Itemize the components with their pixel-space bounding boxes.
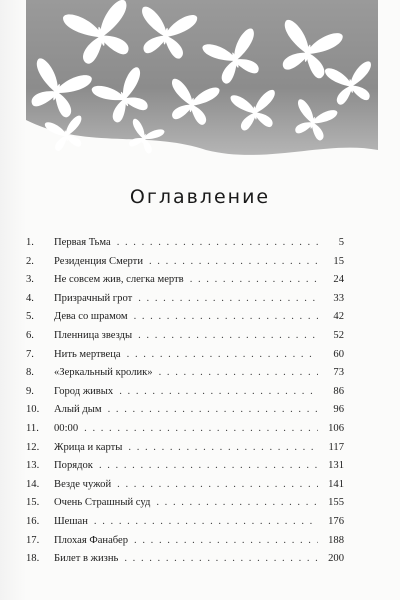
toc-leader-dots [117,234,318,253]
toc-entry-title: Призрачный грот [54,292,133,304]
toc-entry [26,364,344,383]
toc-entry-page: 188 [328,534,344,546]
toc-entry [26,532,344,551]
toc-entry [26,383,344,402]
toc-entry [26,439,344,458]
toc-leader-dots [134,532,318,551]
toc-entry-page: 24 [333,274,344,286]
toc-entry [26,401,344,420]
toc-entry-number: 16. [26,515,40,527]
toc-entry-title: Плохая Фанабер [54,534,129,546]
toc-leader-dots [108,401,318,420]
toc-entry-number: 2. [26,255,34,267]
toc-entry-title: Билет в жизнь [54,553,119,565]
toc-leader-dots [149,253,318,272]
toc-entry [26,346,344,365]
toc-entry [26,494,344,513]
toc-leader-dots [84,420,318,439]
toc-entry-page: 155 [328,497,344,509]
toc-leader-dots [94,513,318,532]
toc-leader-dots [127,346,318,365]
toc-entry-number: 12. [26,441,40,453]
toc-entry [26,234,344,253]
toc-entry-title: Не совсем жив, слегка мертв [54,274,184,286]
toc-entry [26,271,344,290]
toc-entry-title: Жрица и карты [54,441,123,453]
toc-leader-dots [117,476,318,495]
toc-entry-page: 106 [328,422,344,434]
butterfly-banner [26,0,378,160]
toc-entry-page: 131 [328,460,344,472]
page-title: Оглавление [129,186,271,208]
toc-entry [26,550,344,569]
toc-entry-number: 17. [26,534,40,546]
toc-entry-number: 4. [26,292,34,304]
toc-entry-title: Нить мертвеца [54,348,121,360]
toc-entry-page: 96 [333,404,344,416]
toc-leader-dots [124,550,318,569]
toc-entry-title: Алый дым [54,404,102,416]
toc-entry-number: 10. [26,404,40,416]
toc-entry-number: 11. [26,422,39,434]
toc-entry-title: Везде чужой [54,478,112,490]
toc-entry-title: 00:00 [54,422,79,434]
toc-entry [26,476,344,495]
toc-entry-page: 86 [333,385,344,397]
toc-leader-dots [138,290,318,309]
toc-entry-number: 1. [26,237,34,248]
toc-entry-page: 117 [328,441,344,453]
toc-leader-dots [119,383,318,402]
toc-entry-number: 3. [26,274,34,286]
toc-entry-number: 15. [26,497,40,509]
page-gutter-shadow [0,0,26,600]
toc-leader-dots [134,308,318,327]
toc-entry-number: 5. [26,311,34,323]
toc-entry-number: 13. [26,460,40,472]
toc-entry-title: Пленница звезды [54,329,133,341]
toc-entry [26,253,344,272]
toc-entry-page: 15 [333,255,344,267]
toc-entry [26,327,344,346]
toc-entry-page: 52 [333,329,344,341]
toc-entry-title: Город живых [54,385,114,397]
toc-entry-number: 6. [26,329,34,341]
toc-entry-title: Очень Страшный суд [54,497,151,509]
toc-leader-dots [128,439,318,458]
toc-entry-page: 141 [328,478,344,490]
toc-entry-title: Резиденция Смерти [54,255,143,267]
toc-entry-title: Дева со шрамом [54,311,128,323]
toc-leader-dots [159,364,318,383]
toc-entry-number: 7. [26,348,34,360]
toc-entry-page: 33 [333,292,344,304]
toc-entry [26,308,344,327]
toc-entry-page: 176 [328,515,344,527]
butterfly-illustration [26,0,378,160]
toc-entry [26,420,344,439]
toc-entry [26,290,344,309]
toc-entry-title: «Зеркальный кролик» [54,367,153,379]
toc-entry-page: 73 [333,367,344,379]
toc-entry-title: Первая Тьма [54,237,111,248]
toc-entry [26,457,344,476]
toc-entry-title: Шешан [54,515,88,527]
toc-entry-number: 8. [26,367,34,379]
toc-entry-page: 42 [333,311,344,323]
toc-entry-title: Порядок [54,460,93,472]
toc-leader-dots [138,327,318,346]
table-of-contents [26,234,344,569]
toc-leader-dots [190,271,318,290]
toc-entry-page: 200 [328,553,344,565]
toc-entry-page: 5 [338,237,344,248]
toc-entry-number: 9. [26,385,34,397]
toc-leader-dots [99,457,318,476]
toc-entry [26,513,344,532]
toc-entry-page: 60 [333,348,344,360]
toc-leader-dots [156,494,318,513]
toc-entry-number: 18. [26,553,40,565]
toc-entry-number: 14. [26,478,40,490]
